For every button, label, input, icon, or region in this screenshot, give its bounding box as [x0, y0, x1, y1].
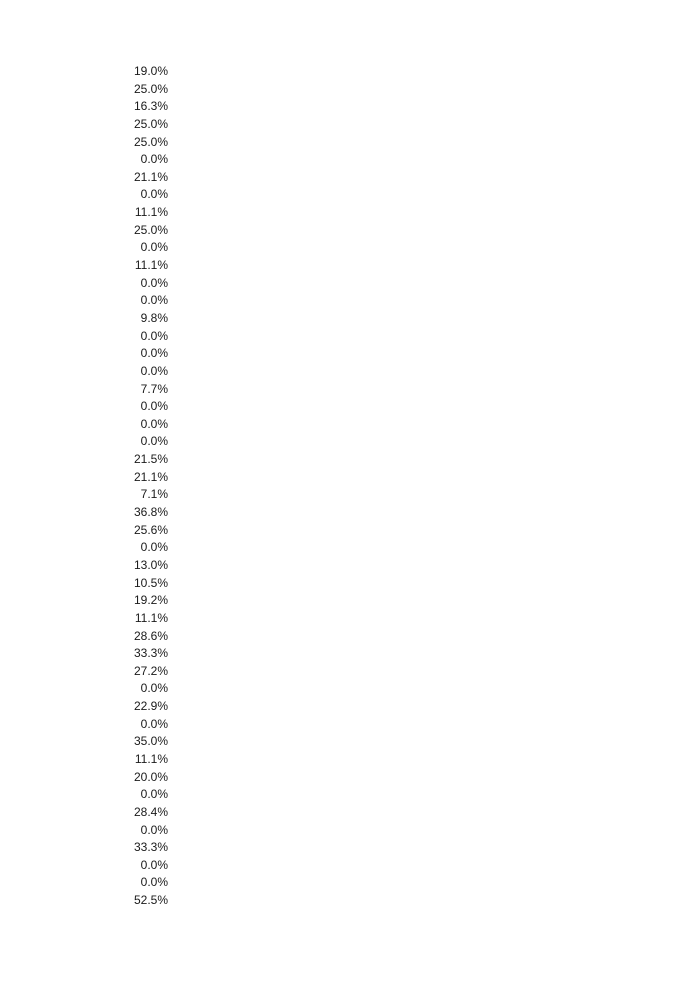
percentage-cell: 35.0%	[133, 734, 168, 749]
percentage-cell: 0.0%	[140, 240, 168, 255]
percentage-cell: 19.2%	[133, 593, 168, 608]
percentage-cell: 11.1%	[134, 610, 168, 625]
percentage-cell: 21.1%	[133, 469, 168, 484]
percentage-cell: 0.0%	[140, 434, 168, 449]
percentage-cell: 33.3%	[133, 840, 168, 855]
percentage-cell: 11.1%	[134, 258, 168, 273]
percentage-cell: 0.0%	[140, 328, 168, 343]
percentage-cell: 16.3%	[133, 99, 168, 114]
percentage-cell: 25.0%	[133, 134, 168, 149]
percentage-cell: 0.0%	[140, 152, 168, 167]
percentage-cell: 0.0%	[140, 187, 168, 202]
percentage-cell: 0.0%	[140, 293, 168, 308]
percentage-cell: 33.3%	[133, 646, 168, 661]
percentage-cell: 9.8%	[140, 310, 168, 325]
percentage-cell: 0.0%	[140, 716, 168, 731]
percentage-cell: 0.0%	[140, 681, 168, 696]
percentage-cell: 0.0%	[140, 540, 168, 555]
percentage-cell: 27.2%	[133, 663, 168, 678]
percentage-cell: 28.6%	[133, 628, 168, 643]
percentage-cell: 0.0%	[140, 822, 168, 837]
percentage-cell: 22.9%	[133, 699, 168, 714]
percentage-cell: 11.1%	[134, 751, 168, 766]
percentage-cell: 7.1%	[140, 487, 168, 502]
percentage-cell: 0.0%	[140, 275, 168, 290]
percentage-cell: 25.0%	[133, 116, 168, 131]
percentage-cell: 0.0%	[140, 875, 168, 890]
percentage-cell: 0.0%	[140, 363, 168, 378]
percentage-cell: 0.0%	[140, 416, 168, 431]
percentage-cell: 20.0%	[133, 769, 168, 784]
percentage-cell: 19.0%	[133, 64, 168, 78]
percentage-cell: 13.0%	[133, 557, 168, 572]
percentage-cell: 0.0%	[140, 346, 168, 361]
percentage-cell: 52.5%	[133, 893, 168, 908]
percentage-cell: 11.1%	[134, 205, 168, 220]
percentage-cell: 0.0%	[140, 857, 168, 872]
percentage-cell: 7.7%	[140, 381, 168, 396]
percentage-cell: 25.0%	[133, 222, 168, 237]
percentage-cell: 10.5%	[133, 575, 168, 590]
percentage-cell: 21.1%	[133, 169, 168, 184]
percentage-cell: 25.0%	[133, 81, 168, 96]
percentage-cell: 28.4%	[133, 804, 168, 819]
percentage-cell: 25.6%	[133, 522, 168, 537]
percentage-cell: 0.0%	[140, 787, 168, 802]
percentage-cell: 0.0%	[140, 399, 168, 414]
percentage-cell: 21.5%	[133, 452, 168, 467]
percentage-cell: 36.8%	[133, 505, 168, 520]
percentage-column	[100, 63, 168, 910]
